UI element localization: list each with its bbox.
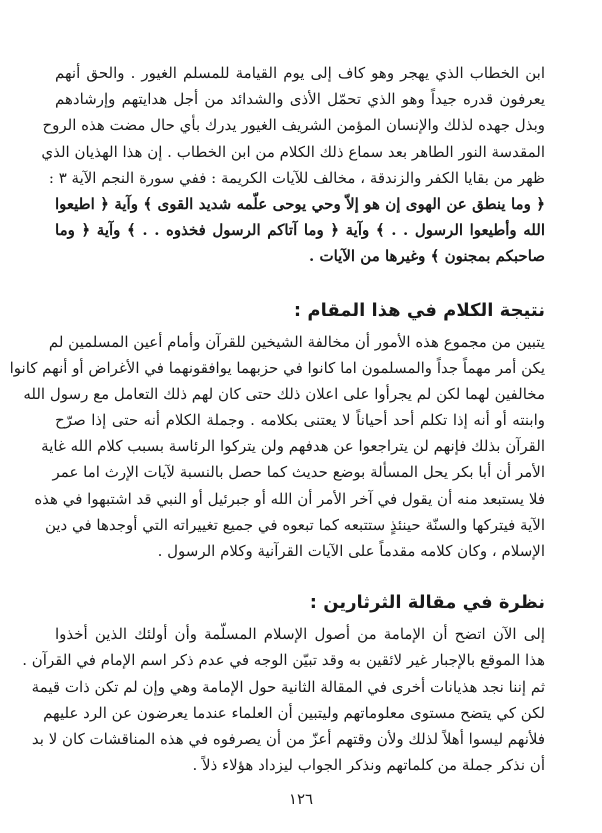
text-line: القرآن بذلك فإنهم لن يتراجعوا عن هدفهم ولن يتركوا الرئاسة بسبب كلام الله غاية [41, 437, 545, 456]
text-line: لكن كي يتضح مستوى معلوماتهم وليتبين أن العلماء عندما يعرضون عن الرد عليهم [43, 703, 545, 722]
text-line: فلأنهم ليسوا أهلاً لذلك ولأن وقتهم أعزّ من أن يصرفوه في هذه المناقشات كان لا بد [31, 729, 545, 748]
text-line: فلا يستبعد منه أن يقول في آخر الأمر أن الله أو جبرئيل أو النبي قد اشتبهوا في هذه [34, 489, 545, 508]
text-line: يتبين من مجموع هذه الأمور أن مخالفة الشيخين للقرآن وأمام أعين المسلمين لم [48, 332, 545, 351]
paragraph-3 [22, 621, 545, 778]
text-line: ظهر من بقايا الكفر والزندقة ، مخالف للآيات الكريمة : ففي سورة النجم الآية ٣ : [48, 168, 545, 187]
text-line: إلى الآن اتضح أن الإمامة من أصول الإسلام المسلّمة وأن أولئك الذين أخذوا [55, 625, 545, 644]
page-number: ١٢٦ [288, 790, 314, 808]
text-line: وابنته أو أنه إذا تكلم أحد أحياناً لا يعتنى بكلامه . وجملة الكلام أنه حتى إذا صرّح [55, 411, 545, 430]
text-line: أن نذكر جملة من كلماتهم ونذكر الجواب ليزداد هؤلاء ذلاً . [192, 756, 545, 775]
text-line: يعرفون قدره جيداً وهو الذي تحمّل الأذى والشدائد من أجل هدايتهم وإرشادهم [55, 90, 545, 109]
text-line: يكن أمر مهماً جداً والمسلمون اما كانوا في حزبهما يوافقونهما في الأغراض أو أنهم كانوا [9, 358, 545, 377]
paragraph-1 [41, 60, 545, 270]
text-line: الإسلام ، وكان كلامه مقدماً على الآيات القرآنية وكلام الرسول . [157, 542, 545, 560]
text-line: وبذل جهده لذلك والإنسان المؤمن الشريف الغيور يدرك بأي حال مضت هذه الروح [42, 116, 545, 135]
paragraph-2 [9, 329, 545, 565]
text-line: الآية فيتركها والسنّة حينئذٍ ستتبعه كما تبعوه في جميع تغييراته التي أوجدها في دين [44, 515, 545, 534]
text-line: المقدسة النور الطاهر بعد سماع ذلك الكلام من ابن الخطاب . إن هذا الهذيان الذي [41, 142, 545, 161]
book-page [9, 60, 545, 778]
text-line: الأمر أن أبا بكر يحل المسألة بوضع حديث كما حصل بالنسبة لآيات الإرث اما عمر [52, 463, 545, 482]
text-line: ثم إننا نجد هذيانات أخرى في المقالة الثانية حول الإمامة وهي وإن لم تكن ذات قيمة [31, 677, 545, 696]
text-line: ابن الخطاب الذي يهجر وهو كاف إلى يوم القيامة للمسلم الغيور . والحق أنهم [55, 64, 545, 82]
text-line: هذا الموقع بالإجبار غير لائقين به وقد تبيّن الوجه في عدم ذكر اسم الإمام في القرآن . [22, 651, 545, 670]
section-heading-result: نتيجة الكلام في هذا المقام : [293, 299, 545, 321]
text-line: مخالفين لهما لكن لم يجرأوا على اعلان ذلك حتى كان لهم ذلك التعامل مع رسول الله [23, 384, 545, 403]
quran-verse-line: الله وأطيعوا الرسول . . ﴾ وآية ﴿ وما آتاكم الرسول فخذوه . . ﴾ وآية ﴿ وما [55, 221, 545, 240]
section-heading-chatterers: نظرة في مقالة الثرثارين : [309, 592, 545, 614]
quran-verse-line: صاحبكم بمجنون ﴾ وغيرها من الآيات . [309, 247, 545, 266]
quran-verse-line: ﴿ وما ينطق عن الهوى إن هو إلاّ وحي يوحى علّمه شديد القوى ﴾ وآية ﴿ اطيعوا [55, 194, 545, 213]
